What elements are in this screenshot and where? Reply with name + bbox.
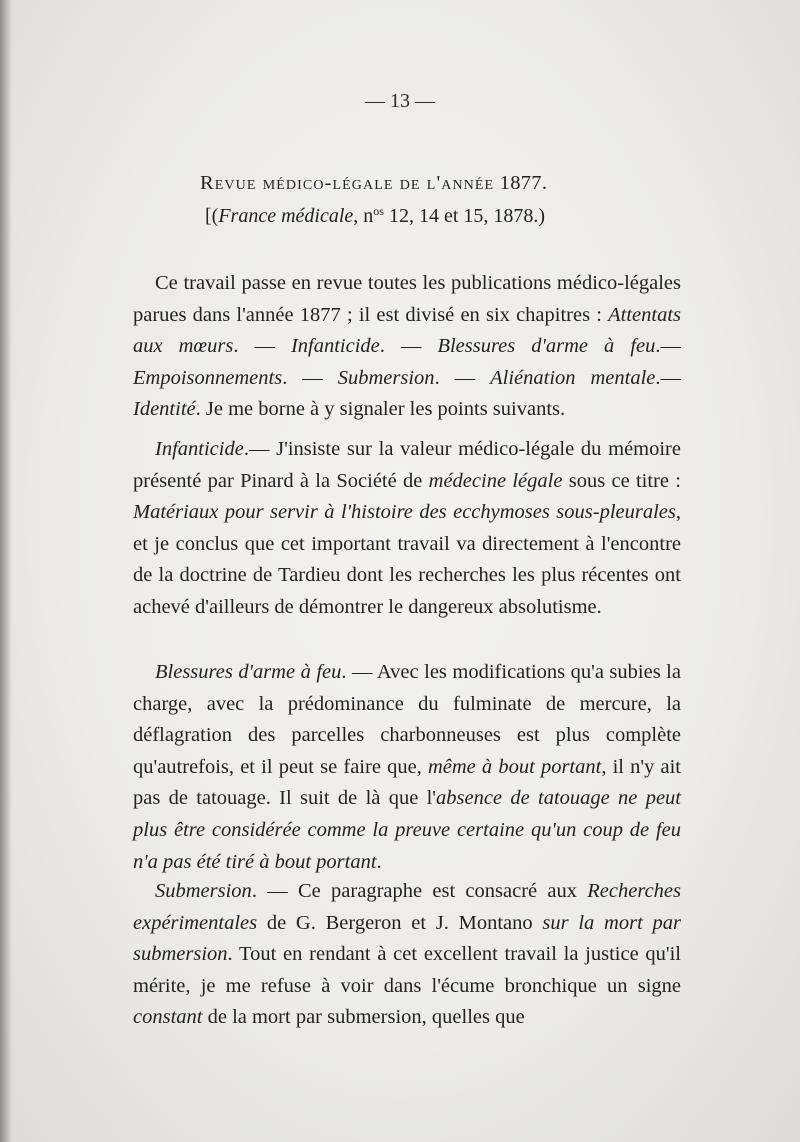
paragraph-submersion <box>133 876 681 1034</box>
text: Ce travail passe en revue toutes les publications médico-légales parues dans l'année 1877 ; il est divisé en six chapitres : <box>133 272 681 326</box>
text: de G. Bergeron et J. Montano <box>257 911 543 934</box>
italic-text: Submersion <box>337 366 435 389</box>
text: . <box>376 850 382 873</box>
italic-text: Empoisonnements <box>133 366 283 389</box>
source-rest: 12, 14 et 15, 1878.) <box>383 205 546 227</box>
italic-text: Infanticide <box>155 438 244 460</box>
source-sup: os <box>373 204 384 218</box>
italic-text: Blessures d'arme à feu <box>155 661 342 683</box>
text: . — <box>379 335 438 358</box>
italic-text: Aliénation mentale <box>490 366 656 389</box>
text: . — <box>233 335 291 358</box>
source-citation <box>205 204 545 228</box>
text: , il n'y ait pas de tatouage. Il suit de là que l' <box>133 755 681 810</box>
text: sous ce titre : <box>562 469 681 492</box>
italic-text: Blessures d'arme à feu <box>437 335 656 358</box>
source-n: , n <box>353 205 374 227</box>
text: . — <box>434 366 491 389</box>
heading-year: 1877. <box>499 172 548 194</box>
italic-text: médecine légale <box>428 469 563 492</box>
page-number: — 13 — <box>365 90 435 112</box>
page-binding-shadow <box>0 0 12 1142</box>
heading-title: Revue médico-légale de l'année <box>200 172 495 194</box>
source-journal: France médicale <box>218 205 354 227</box>
text: . — <box>282 366 338 389</box>
text: .— J'insiste sur la valeur médico-légale du mémoire présenté par Pinard à la Société de <box>133 438 681 492</box>
italic-text: constant <box>133 1006 203 1029</box>
section-heading <box>200 172 547 195</box>
text: de la mort par submersion, quelles que <box>202 1006 525 1029</box>
text: . Je me borne à y signaler les points suivants. <box>195 398 566 421</box>
text: .— <box>655 366 682 389</box>
italic-text: Recherches expérimentales <box>133 880 681 934</box>
italic-text: absence de tatouage ne peut plus être considérée comme la preuve certaine qu'un coup de feu n'a pas été tiré à bout portant <box>133 787 681 873</box>
paragraph-infanticide <box>133 434 681 624</box>
text: .— <box>655 335 681 358</box>
paragraph-intro <box>133 268 681 426</box>
italic-text: même à bout portant <box>427 755 602 778</box>
italic-text: Submersion <box>155 880 252 902</box>
text: , et je conclus que cet important travail va directement à l'encontre de la doctrine de Tardieu dont les recherches les plus récentes ont achevé d'ailleurs de démontrer le dangereux absolutisme. <box>133 501 681 618</box>
italic-text: Infanticide <box>290 335 380 358</box>
paragraph-blessures <box>133 657 681 878</box>
italic-text: Matériaux pour servir à l'histoire des ecchymoses sous-pleurales <box>133 501 676 524</box>
text: . — Avec les modifications qu'a subies la charge, avec la prédominance du fulminate de mercure, la déflagration des parcelles charbonneuses est plus complète qu'autrefois, et il peut se faire que, <box>133 661 681 778</box>
italic-text: sur la mort par submersion <box>133 911 681 966</box>
italic-text: Attentats aux mœurs <box>133 303 681 358</box>
italic-text: Identité <box>133 398 196 421</box>
text: . — Ce paragraphe est consacré aux <box>251 880 588 902</box>
text: . Tout en rendant à cet excellent travail la justice qu'il mérite, je me refuse à voir dans l'écume bronchique un signe <box>133 943 681 997</box>
source-open: [( <box>205 205 219 227</box>
